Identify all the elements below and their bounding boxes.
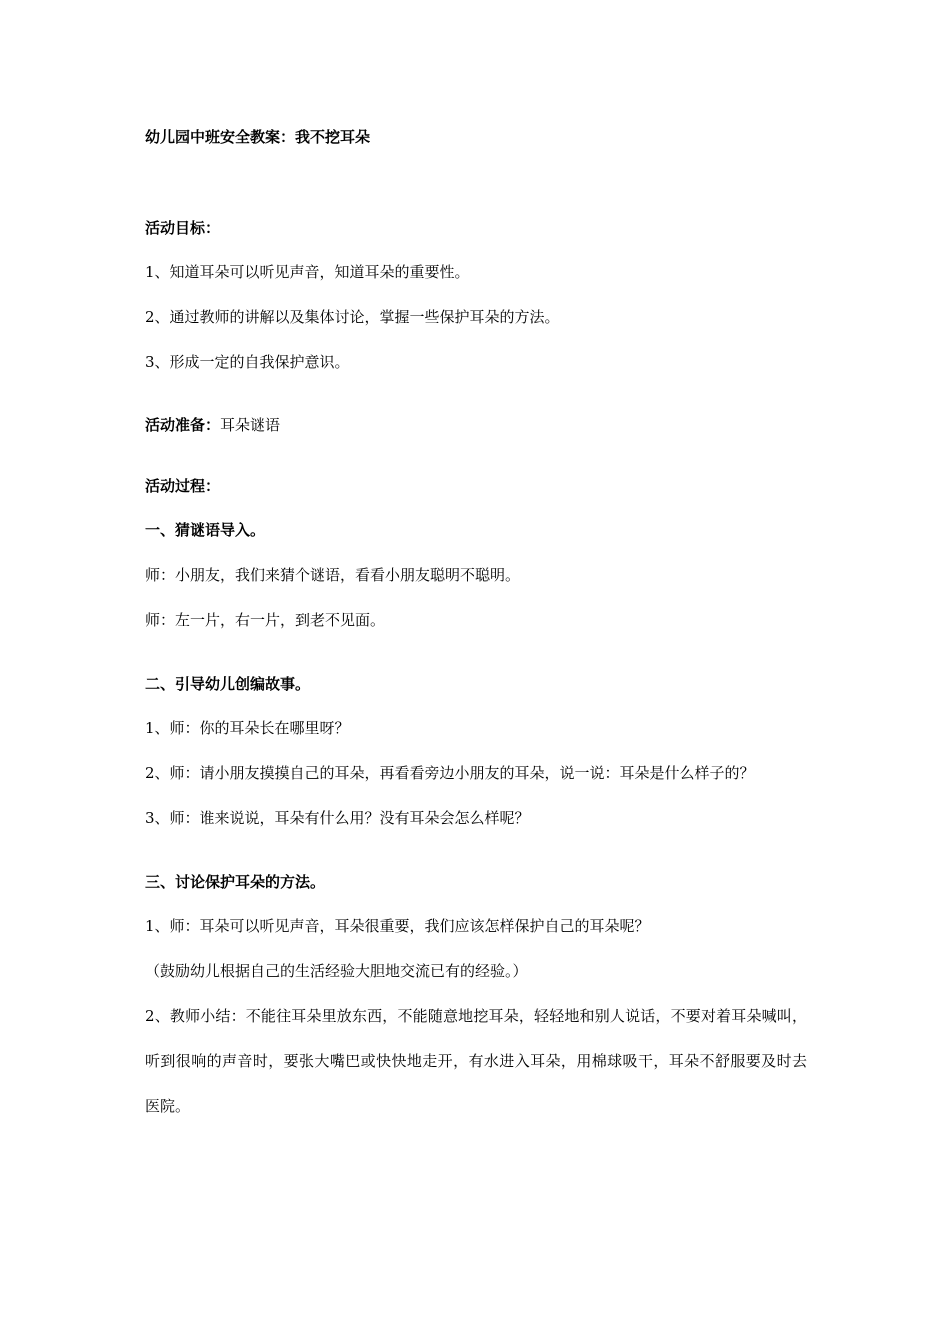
section1-line-1: 师：小朋友，我们来猜个谜语，看看小朋友聪明不聪明。	[145, 566, 521, 584]
goals-heading: 活动目标：	[145, 219, 221, 237]
goal-item-3: 3、形成一定的自我保护意识。	[145, 353, 350, 371]
section2-heading: 二、引导幼儿创编故事。	[145, 675, 311, 693]
section3-line-2: （鼓励幼儿根据自己的生活经验大胆地交流已有的经验。）	[145, 962, 528, 980]
preparation-label: 活动准备：	[145, 416, 221, 434]
goal-item-2: 2、通过教师的讲解以及集体讨论，掌握一些保护耳朵的方法。	[145, 308, 560, 326]
section2-line-1: 1、师：你的耳朵长在哪里呀？	[145, 719, 350, 737]
section3-line-3: 2、教师小结：不能往耳朵里放东西，不能随意地挖耳朵，轻轻地和别人说话，不要对着耳朵喊叫，	[145, 1007, 807, 1025]
section1-heading: 一、猜谜语导入。	[145, 521, 266, 539]
section1-line-2: 师：左一片，右一片，到老不见面。	[145, 611, 386, 629]
preparation-value: 耳朵谜语	[220, 416, 281, 434]
preparation-line	[145, 415, 280, 435]
process-heading: 活动过程：	[145, 477, 221, 495]
section3-heading: 三、讨论保护耳朵的方法。	[145, 873, 326, 891]
goal-item-1: 1、知道耳朵可以听见声音，知道耳朵的重要性。	[145, 263, 470, 281]
section2-line-2: 2、师：请小朋友摸摸自己的耳朵，再看看旁边小朋友的耳朵，说一说：耳朵是什么样子的？	[145, 764, 755, 782]
section3-line-1: 1、师：耳朵可以听见声音，耳朵很重要，我们应该怎样保护自己的耳朵呢？	[145, 917, 650, 935]
section2-line-3: 3、师：谁来说说，耳朵有什么用？没有耳朵会怎么样呢？	[145, 809, 530, 827]
section3-line-5: 医院。	[145, 1097, 191, 1115]
document-title: 幼儿园中班安全教案：我不挖耳朵	[145, 128, 371, 146]
section3-line-4: 听到很响的声音时，要张大嘴巴或快快地走开，有水进入耳朵，用棉球吸干，耳朵不舒服要及时去	[145, 1052, 807, 1070]
